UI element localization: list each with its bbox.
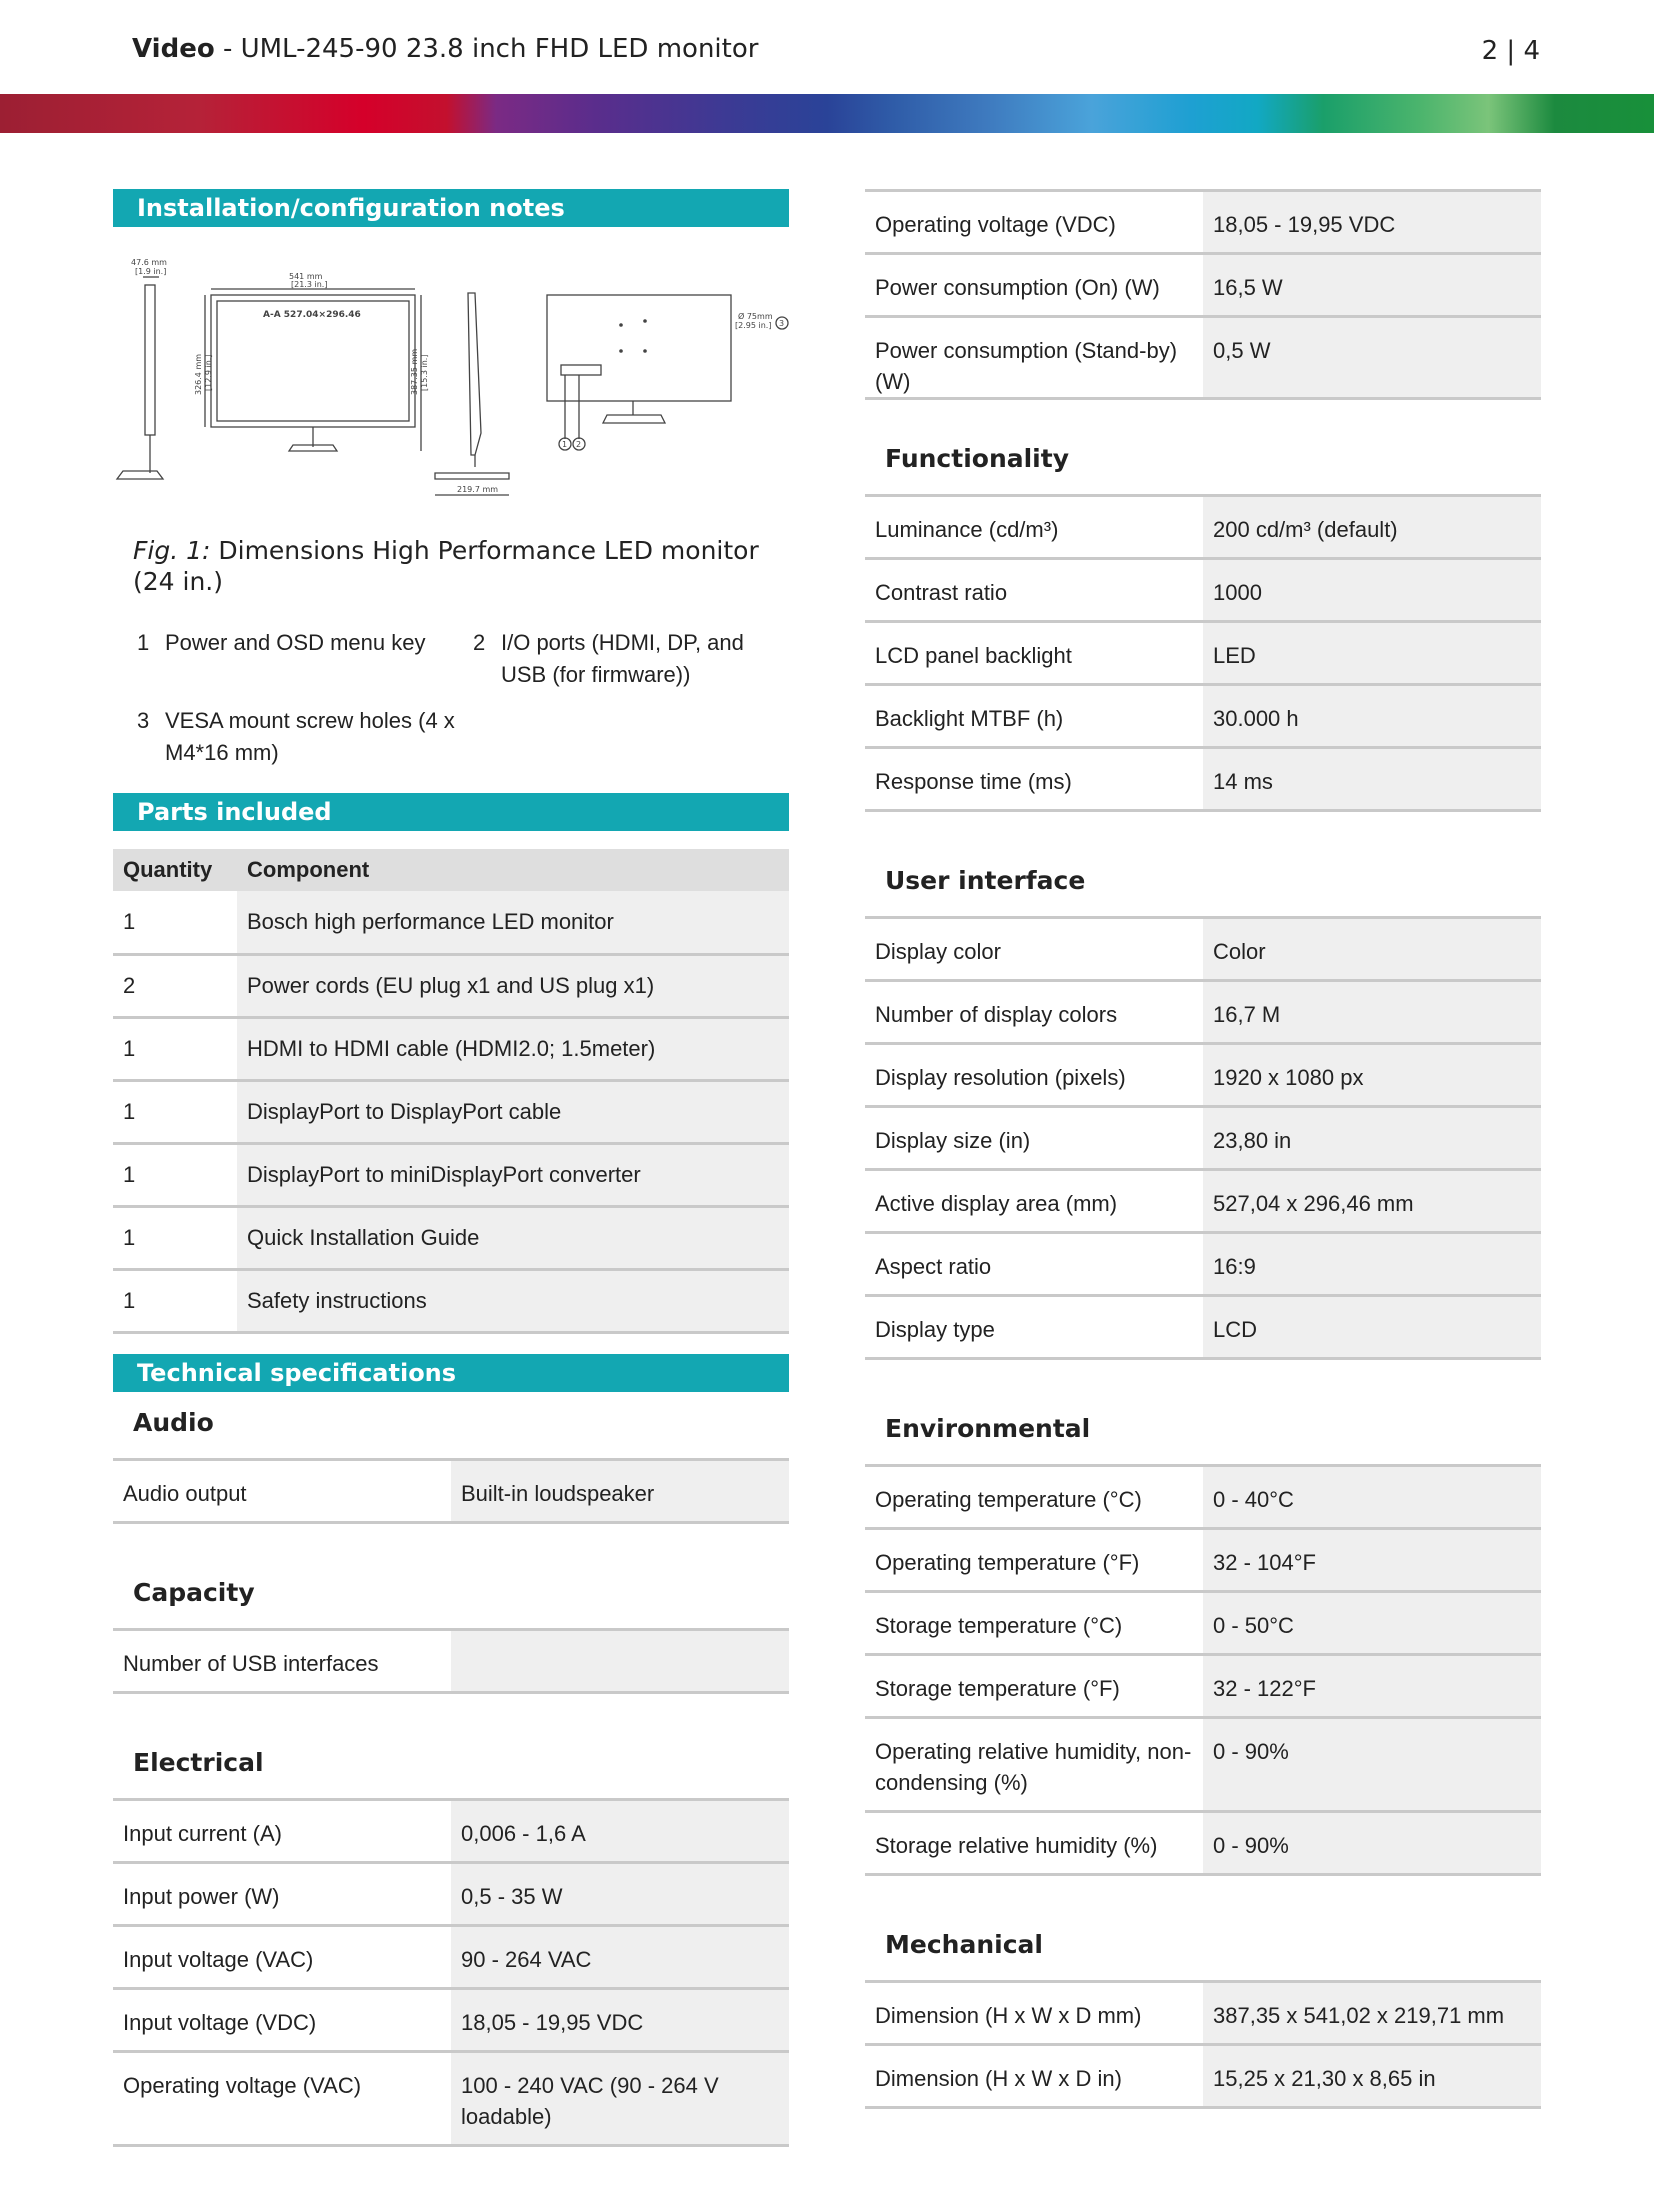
spec-key: Backlight MTBF (h) bbox=[875, 706, 1064, 731]
table-row bbox=[113, 1925, 789, 1988]
parts-component: Power cords (EU plug x1 and US plug x1) bbox=[237, 954, 789, 1017]
profile-view-panel bbox=[468, 293, 481, 455]
spec-key: Operating relative humidity, non-condensing (%) bbox=[875, 1739, 1192, 1795]
spec-value: 23,80 in bbox=[1203, 1107, 1541, 1170]
table-row bbox=[865, 1044, 1541, 1107]
spec-value: 32 - 122°F bbox=[1203, 1655, 1541, 1718]
table-row bbox=[113, 1988, 789, 2051]
spec-value: 1920 x 1080 px bbox=[1203, 1044, 1541, 1107]
label-vesa: Ø 75mm bbox=[738, 312, 773, 321]
side-view-panel bbox=[145, 285, 155, 435]
spec-key: Active display area (mm) bbox=[875, 1191, 1118, 1216]
parts-table bbox=[113, 849, 789, 1334]
legend-number: 1 bbox=[137, 630, 150, 655]
table-row bbox=[865, 1592, 1541, 1655]
spec-value bbox=[451, 1629, 789, 1692]
table-row bbox=[113, 891, 789, 954]
spec-key: Operating temperature (°C) bbox=[875, 1487, 1142, 1512]
title-category: Video bbox=[132, 34, 215, 64]
table-row bbox=[113, 1017, 789, 1080]
table-row bbox=[113, 1206, 789, 1269]
spec-value: 16,7 M bbox=[1203, 981, 1541, 1044]
legend-item bbox=[137, 627, 473, 691]
section-title-functionality: Functionality bbox=[885, 444, 1069, 473]
label-active-area: A-A 527.04×296.46 bbox=[263, 310, 361, 320]
section-title-audio: Audio bbox=[133, 1407, 214, 1437]
spec-key: Display color bbox=[875, 939, 1001, 964]
spec-table-environmental bbox=[865, 1464, 1541, 1876]
rear-view-panel bbox=[547, 295, 731, 401]
section-banner-tech-specs: Technical specifications bbox=[113, 1354, 789, 1392]
spec-key: Storage temperature (°F) bbox=[875, 1676, 1120, 1701]
spec-key: Input current (A) bbox=[123, 1820, 282, 1846]
label-width: 541 mm bbox=[289, 272, 323, 281]
left-column bbox=[113, 189, 789, 2147]
spec-key: Storage relative humidity (%) bbox=[875, 1833, 1158, 1858]
parts-component: Quick Installation Guide bbox=[237, 1206, 789, 1269]
section-title-mechanical: Mechanical bbox=[885, 1930, 1043, 1959]
table-row bbox=[865, 1812, 1541, 1875]
spec-value: 0,5 - 35 W bbox=[451, 1862, 789, 1925]
parts-quantity: 1 bbox=[113, 1206, 237, 1269]
table-row bbox=[865, 622, 1541, 685]
table-row bbox=[865, 1718, 1541, 1812]
spec-table-user-interface bbox=[865, 916, 1541, 1360]
spec-table-electrical bbox=[113, 1798, 789, 2147]
parts-quantity: 1 bbox=[113, 891, 237, 954]
spec-value: 0 - 90% bbox=[1203, 1812, 1541, 1875]
spec-key: Input voltage (VAC) bbox=[123, 1946, 314, 1972]
spec-value: 0,5 W bbox=[1203, 317, 1541, 399]
section-banner-parts: Parts included bbox=[113, 793, 789, 831]
table-row bbox=[865, 1107, 1541, 1170]
spec-key: Number of USB interfaces bbox=[123, 1650, 379, 1676]
section-title-user-interface: User interface bbox=[885, 866, 1086, 895]
spec-value: 1000 bbox=[1203, 559, 1541, 622]
spec-value: 30.000 h bbox=[1203, 685, 1541, 748]
document-title bbox=[132, 34, 758, 64]
legend-text: VESA mount screw holes (4 x M4*16 mm) bbox=[165, 708, 455, 765]
title-product: - UML-245-90 23.8 inch FHD LED monitor bbox=[214, 34, 759, 64]
label-height-front: 326.4 mm bbox=[194, 353, 203, 395]
label-height-total-in: [15.3 in.] bbox=[420, 354, 429, 391]
table-row bbox=[865, 191, 1541, 254]
label-stand-depth: 219.7 mm bbox=[457, 485, 499, 494]
parts-component: HDMI to HDMI cable (HDMI2.0; 1.5meter) bbox=[237, 1017, 789, 1080]
callout-2: 2 bbox=[576, 440, 582, 449]
spec-table-mechanical bbox=[865, 1980, 1541, 2109]
spec-value: 14 ms bbox=[1203, 748, 1541, 811]
figure-legend bbox=[113, 627, 789, 769]
legend-number: 3 bbox=[137, 708, 150, 733]
spec-key: Power consumption (Stand-by) (W) bbox=[875, 338, 1178, 394]
page-number: 2 | 4 bbox=[1481, 36, 1540, 66]
spec-value: 18,05 - 19,95 VDC bbox=[451, 1988, 789, 2051]
figure-caption-text: Dimensions High Performance LED monitor (24 in.) bbox=[133, 536, 759, 596]
page-header bbox=[0, 0, 1654, 94]
spec-key: Dimension (H x W x D in) bbox=[875, 2066, 1122, 2091]
label-side-depth: 47.6 mm bbox=[131, 258, 167, 267]
spec-value: 0,006 - 1,6 A bbox=[451, 1799, 789, 1862]
table-row bbox=[865, 1982, 1541, 2045]
spec-value: Color bbox=[1203, 918, 1541, 981]
label-vesa-in: [2.95 in.] bbox=[735, 321, 772, 330]
table-row bbox=[865, 1655, 1541, 1718]
spec-value: 200 cd/m³ (default) bbox=[1203, 496, 1541, 559]
parts-quantity: 1 bbox=[113, 1269, 237, 1332]
spec-key: Operating temperature (°F) bbox=[875, 1550, 1140, 1575]
spec-key: Response time (ms) bbox=[875, 769, 1072, 794]
callout-3: 3 bbox=[779, 319, 785, 328]
spec-key: LCD panel backlight bbox=[875, 643, 1072, 668]
monitor-dimension-drawing bbox=[113, 255, 789, 535]
table-row bbox=[865, 918, 1541, 981]
label-side-depth-in: [1.9 in.] bbox=[135, 267, 167, 276]
table-row bbox=[865, 1170, 1541, 1233]
spec-key: Storage temperature (°C) bbox=[875, 1613, 1123, 1638]
spec-value: 527,04 x 296,46 mm bbox=[1203, 1170, 1541, 1233]
table-row bbox=[113, 1269, 789, 1332]
parts-header-quantity: Quantity bbox=[113, 849, 237, 891]
spec-value: 0 - 50°C bbox=[1203, 1592, 1541, 1655]
table-row bbox=[113, 1629, 789, 1692]
table-row bbox=[865, 1529, 1541, 1592]
table-row bbox=[113, 954, 789, 1017]
table-row bbox=[865, 559, 1541, 622]
spec-key: Operating voltage (VAC) bbox=[123, 2072, 362, 2098]
parts-quantity: 1 bbox=[113, 1143, 237, 1206]
dimension-figure bbox=[113, 255, 789, 535]
legend-item bbox=[137, 705, 473, 769]
table-row bbox=[113, 1143, 789, 1206]
spec-key: Aspect ratio bbox=[875, 1254, 992, 1279]
spec-table-audio bbox=[113, 1458, 789, 1524]
table-row bbox=[865, 254, 1541, 317]
brand-color-band bbox=[0, 94, 1654, 133]
section-title-electrical: Electrical bbox=[133, 1747, 264, 1777]
section-title-environmental: Environmental bbox=[885, 1414, 1091, 1443]
parts-quantity: 1 bbox=[113, 1080, 237, 1143]
table-row bbox=[113, 1080, 789, 1143]
parts-component: Bosch high performance LED monitor bbox=[237, 891, 789, 954]
spec-value: 0 - 90% bbox=[1203, 1718, 1541, 1812]
spec-key: Input voltage (VDC) bbox=[123, 2009, 317, 2035]
callout-1: 1 bbox=[562, 440, 568, 449]
spec-value: 15,25 x 21,30 x 8,65 in bbox=[1203, 2045, 1541, 2108]
section-banner-installation: Installation/configuration notes bbox=[113, 189, 789, 227]
label-height-total: 387.35 mm bbox=[410, 348, 419, 395]
legend-text: I/O ports (HDMI, DP, and USB (for firmware)) bbox=[501, 630, 744, 687]
spec-key: Dimension (H x W x D mm) bbox=[875, 2003, 1142, 2028]
spec-key: Operating voltage (VDC) bbox=[875, 212, 1116, 237]
spec-key: Display type bbox=[875, 1317, 995, 1342]
parts-component: Safety instructions bbox=[237, 1269, 789, 1332]
spec-table-electrical-continued bbox=[865, 189, 1541, 400]
table-row bbox=[865, 1233, 1541, 1296]
spec-value: 16,5 W bbox=[1203, 254, 1541, 317]
table-row bbox=[865, 2045, 1541, 2108]
table-row bbox=[865, 317, 1541, 399]
table-row bbox=[865, 981, 1541, 1044]
table-row bbox=[113, 2051, 789, 2145]
spec-key: Input power (W) bbox=[123, 1883, 280, 1909]
figure-caption-prefix: Fig. 1: bbox=[133, 536, 211, 565]
spec-value: 16:9 bbox=[1203, 1233, 1541, 1296]
legend-text: Power and OSD menu key bbox=[165, 630, 426, 655]
right-column bbox=[865, 189, 1541, 2109]
table-row bbox=[113, 1459, 789, 1522]
table-row bbox=[113, 1862, 789, 1925]
table-row bbox=[865, 748, 1541, 811]
spec-value: Built-in loudspeaker bbox=[451, 1459, 789, 1522]
legend-number: 2 bbox=[473, 630, 486, 655]
parts-header-row bbox=[113, 849, 789, 891]
parts-component: DisplayPort to miniDisplayPort converter bbox=[237, 1143, 789, 1206]
table-row bbox=[865, 1466, 1541, 1529]
spec-key: Audio output bbox=[123, 1480, 247, 1506]
spec-key: Number of display colors bbox=[875, 1002, 1118, 1027]
table-row bbox=[865, 496, 1541, 559]
spec-value: 18,05 - 19,95 VDC bbox=[1203, 191, 1541, 254]
spec-value: 32 - 104°F bbox=[1203, 1529, 1541, 1592]
parts-component: DisplayPort to DisplayPort cable bbox=[237, 1080, 789, 1143]
figure-caption bbox=[113, 535, 789, 597]
spec-key: Display size (in) bbox=[875, 1128, 1031, 1153]
spec-table-functionality bbox=[865, 494, 1541, 812]
spec-key: Luminance (cd/m³) bbox=[875, 517, 1059, 542]
parts-header-component: Component bbox=[237, 849, 789, 891]
table-row bbox=[865, 1296, 1541, 1359]
spec-value: 100 - 240 VAC (90 - 264 V loadable) bbox=[451, 2051, 789, 2145]
spec-table-capacity bbox=[113, 1628, 789, 1694]
label-height-front-in: [12.9 in.] bbox=[204, 354, 213, 391]
spec-key: Power consumption (On) (W) bbox=[875, 275, 1160, 300]
spec-key: Display resolution (pixels) bbox=[875, 1065, 1126, 1090]
label-width-in: [21.3 in.] bbox=[291, 280, 328, 289]
table-row bbox=[113, 1799, 789, 1862]
section-title-capacity: Capacity bbox=[133, 1577, 255, 1607]
parts-quantity: 2 bbox=[113, 954, 237, 1017]
spec-value: 0 - 40°C bbox=[1203, 1466, 1541, 1529]
spec-value: LED bbox=[1203, 622, 1541, 685]
spec-key: Contrast ratio bbox=[875, 580, 1008, 605]
table-row bbox=[865, 685, 1541, 748]
spec-value: 387,35 x 541,02 x 219,71 mm bbox=[1203, 1982, 1541, 2045]
legend-item bbox=[473, 627, 809, 691]
spec-value: 90 - 264 VAC bbox=[451, 1925, 789, 1988]
parts-quantity: 1 bbox=[113, 1017, 237, 1080]
spec-value: LCD bbox=[1203, 1296, 1541, 1359]
